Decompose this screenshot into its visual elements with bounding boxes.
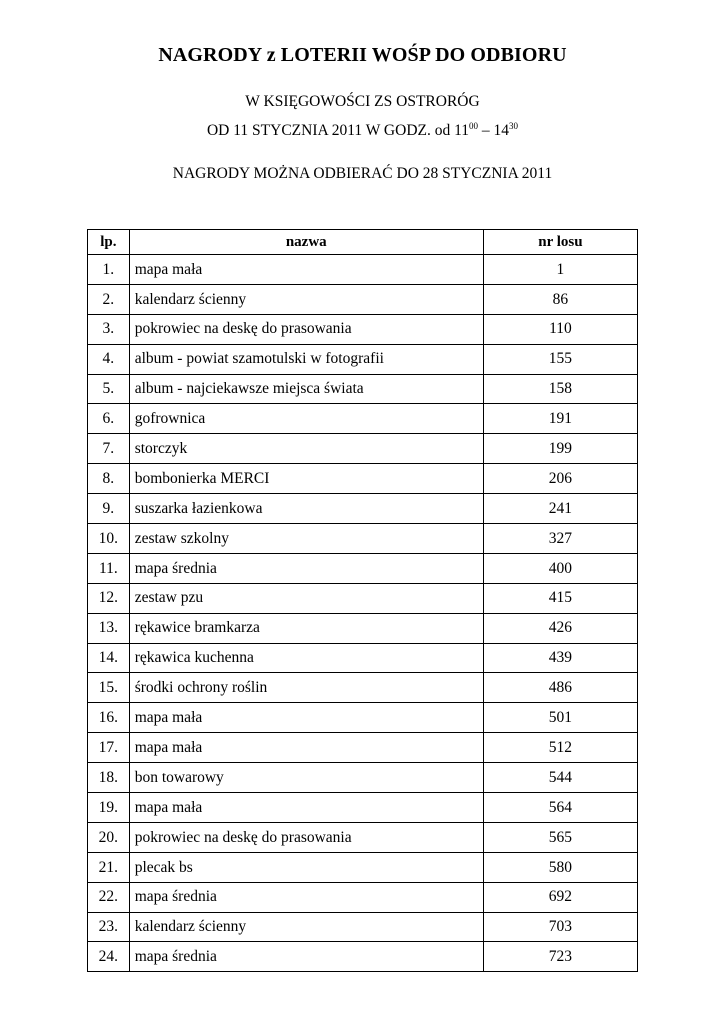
location-line: W KSIĘGOWOŚCI ZS OSTRORÓG	[245, 93, 480, 110]
table-row	[88, 404, 638, 434]
row-name-cell: album - najciekawsze miejsca świata	[129, 374, 483, 404]
row-lp-cell: 23.	[88, 912, 130, 942]
table-row	[88, 882, 638, 912]
table-row	[88, 255, 638, 285]
table-body	[88, 255, 638, 972]
row-ticket-cell: 486	[483, 673, 637, 703]
row-lp-cell: 24.	[88, 942, 130, 972]
table-row	[88, 314, 638, 344]
row-ticket-cell: 544	[483, 763, 637, 793]
row-name-cell: zestaw pzu	[129, 583, 483, 613]
row-ticket-cell: 191	[483, 404, 637, 434]
table-row	[88, 464, 638, 494]
table-row	[88, 763, 638, 793]
table-row	[88, 852, 638, 882]
row-lp-cell: 2.	[88, 284, 130, 314]
row-name-cell: kalendarz ścienny	[129, 284, 483, 314]
row-name-cell: kalendarz ścienny	[129, 912, 483, 942]
row-name-cell: mapa średnia	[129, 553, 483, 583]
deadline-line: NAGRODY MOŻNA ODBIERAĆ DO 28 STYCZNIA 2011	[172, 165, 553, 182]
row-lp-cell: 12.	[88, 583, 130, 613]
table-row	[88, 643, 638, 673]
row-ticket-cell: 692	[483, 882, 637, 912]
row-lp-cell: 17.	[88, 733, 130, 763]
column-header-name: nazwa	[129, 230, 483, 255]
row-ticket-cell: 206	[483, 464, 637, 494]
column-header-lp: lp.	[88, 230, 130, 255]
row-lp-cell: 18.	[88, 763, 130, 793]
row-ticket-cell: 86	[483, 284, 637, 314]
row-ticket-cell: 327	[483, 524, 637, 554]
row-name-cell: album - powiat szamotulski w fotografii	[129, 344, 483, 374]
row-ticket-cell: 501	[483, 703, 637, 733]
time-separator: – 14	[478, 122, 510, 139]
row-ticket-cell: 580	[483, 852, 637, 882]
table-row	[88, 912, 638, 942]
date-hours-line	[0, 122, 725, 140]
row-lp-cell: 13.	[88, 613, 130, 643]
row-name-cell: mapa mała	[129, 733, 483, 763]
table-row	[88, 703, 638, 733]
table-row	[88, 344, 638, 374]
row-name-cell: storczyk	[129, 434, 483, 464]
row-lp-cell: 21.	[88, 852, 130, 882]
row-name-cell: mapa średnia	[129, 882, 483, 912]
row-name-cell: bon towarowy	[129, 763, 483, 793]
row-name-cell: mapa średnia	[129, 942, 483, 972]
row-name-cell: rękawice bramkarza	[129, 613, 483, 643]
column-header-ticket: nr losu	[483, 230, 637, 255]
table-row	[88, 494, 638, 524]
row-lp-cell: 5.	[88, 374, 130, 404]
row-name-cell: mapa mała	[129, 255, 483, 285]
row-ticket-cell: 1	[483, 255, 637, 285]
table-row	[88, 822, 638, 852]
table-row	[88, 942, 638, 972]
row-lp-cell: 10.	[88, 524, 130, 554]
row-ticket-cell: 439	[483, 643, 637, 673]
row-lp-cell: 22.	[88, 882, 130, 912]
row-lp-cell: 1.	[88, 255, 130, 285]
row-ticket-cell: 199	[483, 434, 637, 464]
row-lp-cell: 7.	[88, 434, 130, 464]
row-name-cell: mapa mała	[129, 703, 483, 733]
page-title: NAGRODY z LOTERII WOŚP DO ODBIORU	[158, 44, 567, 66]
table-row	[88, 434, 638, 464]
row-name-cell: pokrowiec na deskę do prasowania	[129, 822, 483, 852]
table-row	[88, 793, 638, 823]
row-ticket-cell: 565	[483, 822, 637, 852]
row-name-cell: plecak bs	[129, 852, 483, 882]
row-ticket-cell: 723	[483, 942, 637, 972]
table-row	[88, 374, 638, 404]
table-row	[88, 524, 638, 554]
row-ticket-cell: 110	[483, 314, 637, 344]
row-ticket-cell: 426	[483, 613, 637, 643]
row-name-cell: środki ochrony roślin	[129, 673, 483, 703]
table-row	[88, 553, 638, 583]
row-ticket-cell: 155	[483, 344, 637, 374]
row-name-cell: bombonierka MERCI	[129, 464, 483, 494]
row-name-cell: gofrownica	[129, 404, 483, 434]
row-ticket-cell: 400	[483, 553, 637, 583]
row-lp-cell: 4.	[88, 344, 130, 374]
row-lp-cell: 6.	[88, 404, 130, 434]
row-ticket-cell: 158	[483, 374, 637, 404]
row-name-cell: zestaw szkolny	[129, 524, 483, 554]
date-prefix: OD 11 STYCZNIA 2011 W GODZ. od 11	[206, 122, 470, 139]
row-lp-cell: 8.	[88, 464, 130, 494]
row-ticket-cell: 415	[483, 583, 637, 613]
row-name-cell: mapa mała	[129, 793, 483, 823]
table-row	[88, 284, 638, 314]
row-lp-cell: 15.	[88, 673, 130, 703]
row-lp-cell: 19.	[88, 793, 130, 823]
row-name-cell: pokrowiec na deskę do prasowania	[129, 314, 483, 344]
table-header-row	[88, 230, 638, 255]
table-row	[88, 583, 638, 613]
row-ticket-cell: 564	[483, 793, 637, 823]
prizes-table	[87, 229, 638, 972]
row-lp-cell: 3.	[88, 314, 130, 344]
row-lp-cell: 14.	[88, 643, 130, 673]
table-row	[88, 613, 638, 643]
time-start-minutes: 00	[469, 120, 479, 131]
row-lp-cell: 16.	[88, 703, 130, 733]
table-row	[88, 733, 638, 763]
row-ticket-cell: 241	[483, 494, 637, 524]
row-ticket-cell: 703	[483, 912, 637, 942]
row-lp-cell: 9.	[88, 494, 130, 524]
row-name-cell: rękawica kuchenna	[129, 643, 483, 673]
row-name-cell: suszarka łazienkowa	[129, 494, 483, 524]
row-lp-cell: 11.	[88, 553, 130, 583]
row-ticket-cell: 512	[483, 733, 637, 763]
row-lp-cell: 20.	[88, 822, 130, 852]
time-end-minutes: 30	[509, 120, 519, 131]
table-row	[88, 673, 638, 703]
